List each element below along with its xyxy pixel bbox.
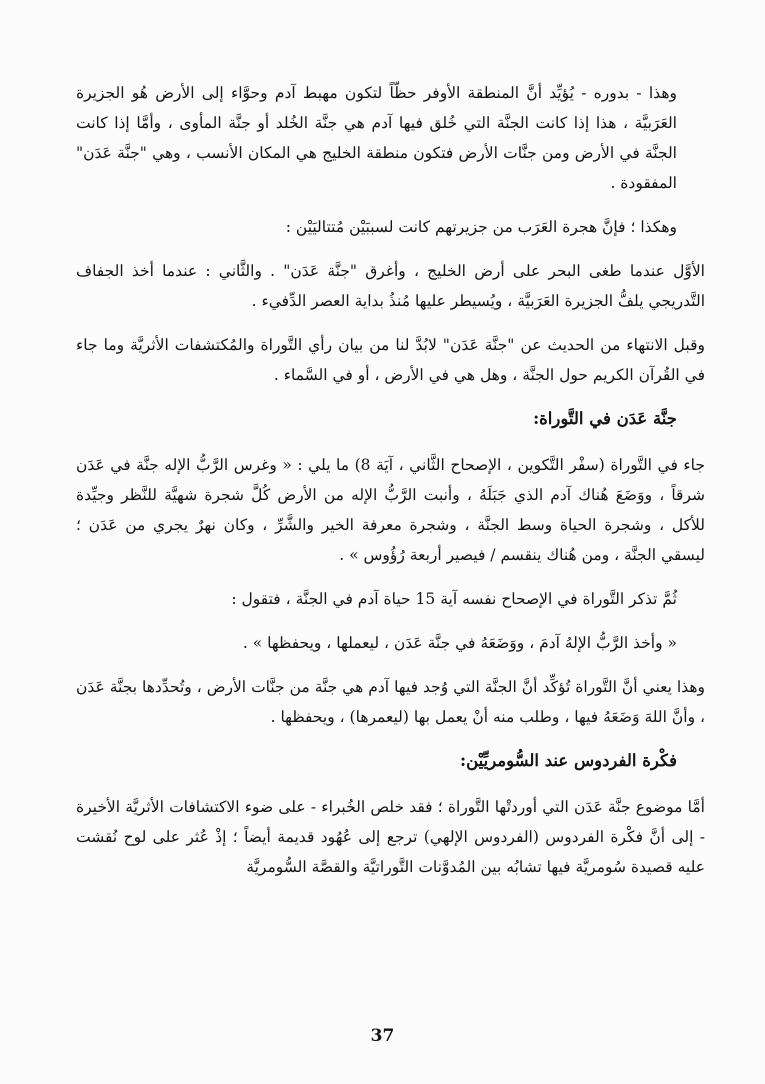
- paragraph: وهذا - بدوره - يُؤيِّد أنَّ المنطقة الأوفر حظّاً لتكون مهبط آدم وحوَّاء إلى الأرض هُو الجزيرة العَرَبيَّة ، هذا إذا كانت الجنَّة التي خُلق فيها آدم هي جنَّة الخُلد أو جنَّة المأوى ، وأمَّا إذا كانت الجنَّة في الأرض ومن جنَّات الأرض فتكون منطقة الخليج هي المكان الأنسب ، وهي "جنَّة عَدَن" المفقودة .: [76, 84, 677, 192]
- paragraph: جاء في التَّوراة (سفْر التَّكوين ، الإصحاح الثَّاني ، آيَة 8) ما يلي : « وغرس الرَّبُّ الإله جنَّة في عَدَن شرقاً ، ووَضَعَ هُناك آدم الذي جَبَلَهُ ، وأنبت الرَّبُّ الإله من الأرض كُلَّ شجرة شهيَّة للنَّظر وجيِّدة للأكل ، وشجرة الحياة وسط الجنَّة ، وشجرة معرفة الخير والشَّرِّ ، وكان نهرٌ يجري من عَدَن ؛ ليسقي الجنَّة ، ومن هُناك ينقسم / فيصير أربعة رُؤُوس » .: [76, 456, 705, 564]
- paragraph: أمَّا موضوع جنَّة عَدَن التي أوردتْها التَّوراة ؛ فقد خلص الخُبراء - على ضوء الاكتشافات الأثريَّة الأخيرة - إلى أنَّ فكْرة الفردوس (الفردوس الإلهي) ترجع إلى عُهُود قديمة أيضاً ؛ إذْ عُثر على لوح نُقشت عليه قصيدة سُومريَّة فيها تشابُه بين المُدوَّنات التَّوراتيَّة والقصَّة السُّومريَّة: [76, 798, 705, 876]
- paragraph: وهكذا ؛ فإنَّ هجرة العَرَب من جزيرتهم كانت لسببَيْن مُتتاليَيْن :: [285, 218, 677, 236]
- paragraph: وقبل الانتهاء من الحديث عن "جنَّة عَدَن" لابُدَّ لنا من بيان رأي التَّوراة والمُكتشفات الأثريَّة وما جاء في القُرآن الكريم حول الجنَّة ، وهل هي في الأرض ، أو في السَّماء .: [76, 336, 705, 384]
- paragraph: وهذا يعني أنَّ التَّوراة تُؤكِّد أنَّ الجنَّة التي وُجد فيها آدم هي جنَّة من جنَّات الأرض ، وتُحدِّدها بجنَّة عَدَن ، وأنَّ اللهَ وَضَعَهُ فيها ، وطلب منه أنْ يعمل بها (ليعمرها) ، ويحفظها .: [76, 678, 705, 726]
- section-heading: فكْرة الفردوس عند السُّومريِّيْن:: [459, 751, 677, 770]
- page-number: 37: [370, 1026, 395, 1046]
- paragraph: ثُمَّ تذكر التَّوراة في الإصحاح نفسه آية 15 حياة آدم في الجنَّة ، فتقول :: [231, 590, 677, 608]
- paragraph: الأوَّل عندما طغى البحر على أرض الخليج ، وأغرق "جنَّة عَدَن" . والثَّاني : عندما أخذ الجفاف التَّدريجي يلفُّ الجزيرة العَرَبيَّة ، ويُسيطر عليها مُنذُ بداية العصر الدِّفيء .: [76, 262, 705, 310]
- section-heading: جنَّة عَدَن في التَّوراة:: [533, 409, 677, 428]
- page-body: [76, 78, 705, 896]
- quote-paragraph: « وأخذ الرَّبُّ الإلهُ آدمَ ، ووَضَعَهُ في جنَّة عَدَن ، ليعملها ، ويحفظها » .: [242, 634, 677, 652]
